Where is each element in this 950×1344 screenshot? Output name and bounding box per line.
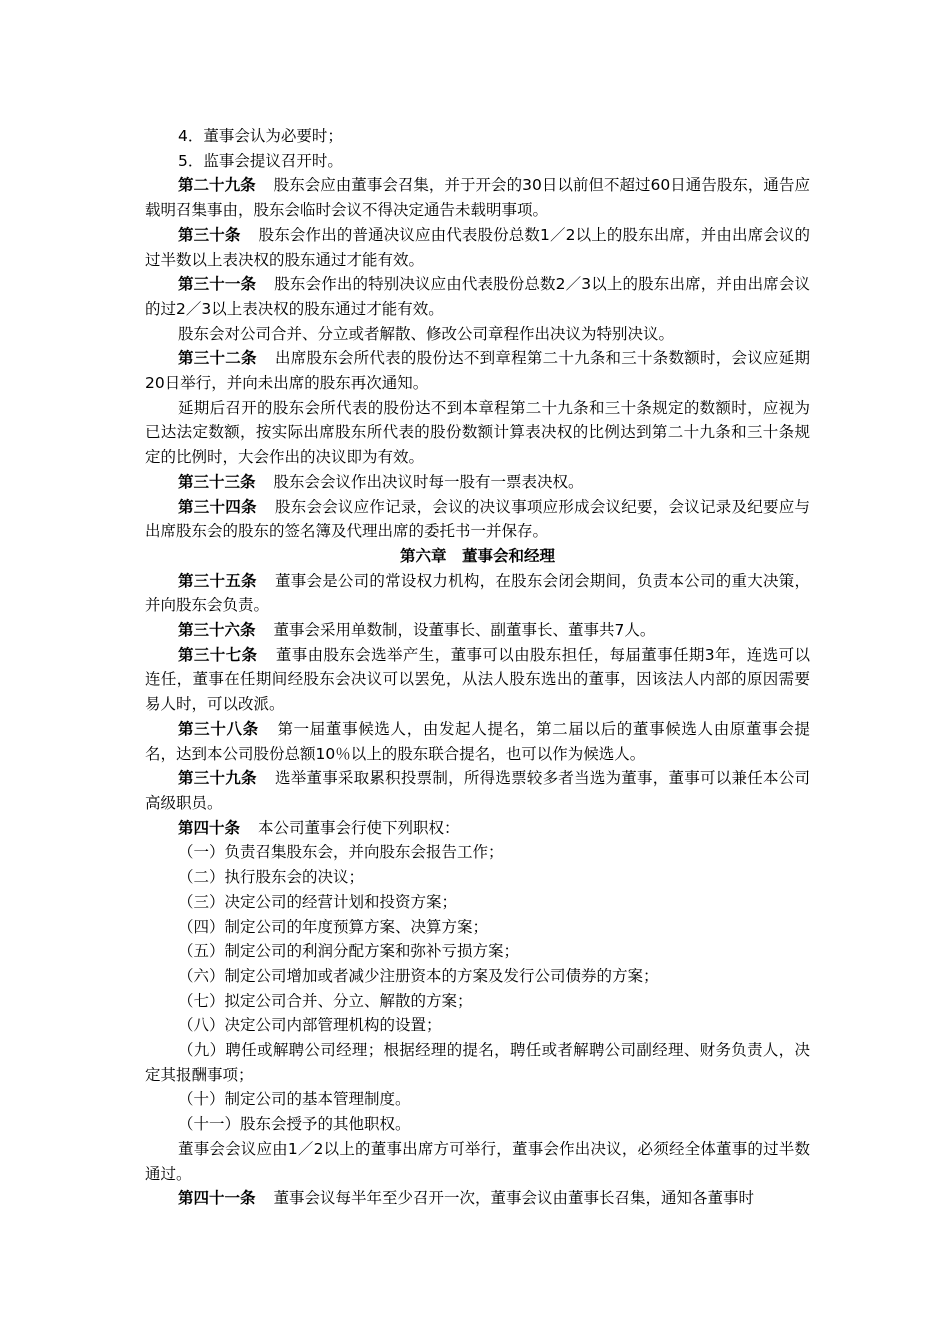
paragraph — [145, 569, 810, 618]
paragraph-text: （七）拟定公司合并、分立、解散的方案； — [178, 991, 473, 1010]
paragraph — [145, 470, 810, 495]
article-number: 第三十八条 — [178, 719, 259, 738]
paragraph — [145, 149, 810, 174]
paragraph-text: 股东会作出的普通决议应由代表股份总数1／2以上的股东出席，并由出席会议的过半数以上表决权的股东通过才能有效。 — [145, 225, 810, 269]
article-number: 第三十一条 — [178, 275, 257, 294]
paragraph — [145, 964, 810, 989]
article-number: 第二十九条 — [178, 176, 256, 195]
paragraph-text: 股东会会议应作记录，会议的决议事项应形成会议纪要，会议记录及纪要应与出席股东会的股东的签名簿及代理出席的委托书一并保存。 — [145, 497, 810, 541]
paragraph-text: 本公司董事会行使下列职权： — [258, 818, 460, 837]
paragraph — [145, 717, 810, 766]
paragraph-text: 4．董事会认为必要时； — [178, 127, 343, 145]
article-number: 第三十三条 — [178, 472, 256, 491]
article-number: 第三十九条 — [178, 769, 257, 788]
paragraph — [145, 1137, 810, 1186]
paragraph — [145, 766, 810, 815]
paragraph-text: 股东会对公司合并、分立或者解散、修改公司章程作出决议为特别决议。 — [178, 324, 675, 343]
paragraph — [145, 272, 810, 321]
article-number: 第三十二条 — [178, 349, 257, 368]
paragraph-text: （十一）股东会授予的其他职权。 — [178, 1115, 411, 1134]
paragraph — [145, 915, 810, 940]
paragraph — [145, 1038, 810, 1087]
paragraph — [145, 1087, 810, 1112]
paragraph-text: 董事会会议应由1／2以上的董事出席方可举行，董事会作出决议，必须经全体董事的过半数通过。 — [145, 1139, 810, 1183]
paragraph-text: （五）制定公司的利润分配方案和弥补亏损方案； — [178, 942, 520, 961]
paragraph — [145, 173, 810, 222]
paragraph-text: （十）制定公司的基本管理制度。 — [178, 1090, 411, 1109]
paragraph-text: 股东会作出的特别决议应由代表股份总数2／3以上的股东出席，并由出席会议的过2／3以上表决权的股东通过才能有效。 — [145, 275, 810, 318]
paragraph-text: （一）负责召集股东会，并向股东会报告工作； — [178, 843, 504, 862]
paragraph — [145, 643, 810, 717]
paragraph-text: 董事会是公司的常设权力机构，在股东会闭会期间，负责本公司的重大决策，并向股东会负责。 — [145, 571, 810, 615]
paragraph-text: 董事会采用单数制，设董事长、副董事长、董事共7人。 — [273, 621, 656, 640]
chapter-heading: 第六章 董事会和经理 — [399, 546, 555, 565]
paragraph-text: 延期后召开的股东会所代表的股份达不到本章程第二十九条和三十条规定的数额时，应视为已达法定数额，按实际出席股东所代表的股份数额计算表决权的比例达到第二十九条和三十条规定的比例时，大会作出的决议即为有效。 — [145, 398, 810, 467]
paragraph — [145, 840, 810, 865]
articles-section-shareholders — [145, 124, 810, 544]
paragraph — [145, 322, 810, 347]
paragraph — [145, 1013, 810, 1038]
article-number: 第三十六条 — [178, 621, 256, 640]
paragraph-text: （九）聘任或解聘公司经理；根据经理的提名，聘任或者解聘公司副经理、财务负责人，决定其报酬事项； — [145, 1041, 810, 1084]
articles-section-board — [145, 569, 810, 1211]
paragraph-text: 董事会议每半年至少召开一次，董事会议由董事长召集，通知各董事时 — [273, 1189, 755, 1208]
paragraph — [145, 124, 810, 149]
paragraph-text: 第一届董事候选人，由发起人提名，第二届以后的董事候选人由原董事会提名，达到本公司股份总额10％以上的股东联合提名，也可以作为候选人。 — [145, 719, 810, 763]
article-number: 第三十条 — [178, 225, 241, 244]
paragraph — [145, 1112, 810, 1137]
paragraph-text: 董事由股东会选举产生，董事可以由股东担任，每届董事任期3年，连选可以连任，董事在任期间经股东会决议可以罢免，从法人股东选出的董事，因该法人内部的原因需要易人时，可以改派。 — [145, 645, 810, 714]
article-number: 第三十五条 — [178, 571, 257, 590]
article-number: 第三十七条 — [178, 645, 258, 664]
paragraph-text: 股东会应由董事会召集，并于开会的30日以前但不超过60日通告股东，通告应载明召集事由，股东会临时会议不得决定通告未载明事项。 — [145, 176, 810, 220]
paragraph — [145, 396, 810, 470]
paragraph — [145, 989, 810, 1014]
paragraph — [145, 890, 810, 915]
paragraph-text: （四）制定公司的年度预算方案、决算方案； — [178, 917, 489, 936]
paragraph-text: （八）决定公司内部管理机构的设置； — [178, 1016, 442, 1035]
paragraph — [145, 939, 810, 964]
paragraph — [145, 618, 810, 643]
article-number: 第四十条 — [178, 818, 241, 837]
paragraph — [145, 495, 810, 544]
paragraph-text: 股东会会议作出决议时每一股有一票表决权。 — [273, 472, 584, 491]
paragraph-text: （六）制定公司增加或者减少注册资本的方案及发行公司债券的方案； — [178, 966, 659, 985]
paragraph — [145, 346, 810, 395]
paragraph — [145, 1186, 810, 1211]
paragraph — [145, 865, 810, 890]
paragraph-text: （二）执行股东会的决议； — [178, 868, 365, 887]
paragraph-text: 5．监事会提议召开时。 — [178, 151, 343, 170]
paragraph-text: 出席股东会所代表的股份达不到章程第二十九条和三十条数额时，会议应延期20日举行，并向未出席的股东再次通知。 — [145, 349, 810, 393]
paragraph-text: 选举董事采取累积投票制，所得选票较多者当选为董事，董事可以兼任本公司高级职员。 — [145, 769, 810, 812]
paragraph-text: （三）决定公司的经营计划和投资方案； — [178, 892, 458, 911]
document-page — [145, 124, 810, 1211]
paragraph — [145, 223, 810, 272]
article-number: 第三十四条 — [178, 497, 257, 516]
paragraph — [145, 816, 810, 841]
article-number: 第四十一条 — [178, 1189, 256, 1208]
